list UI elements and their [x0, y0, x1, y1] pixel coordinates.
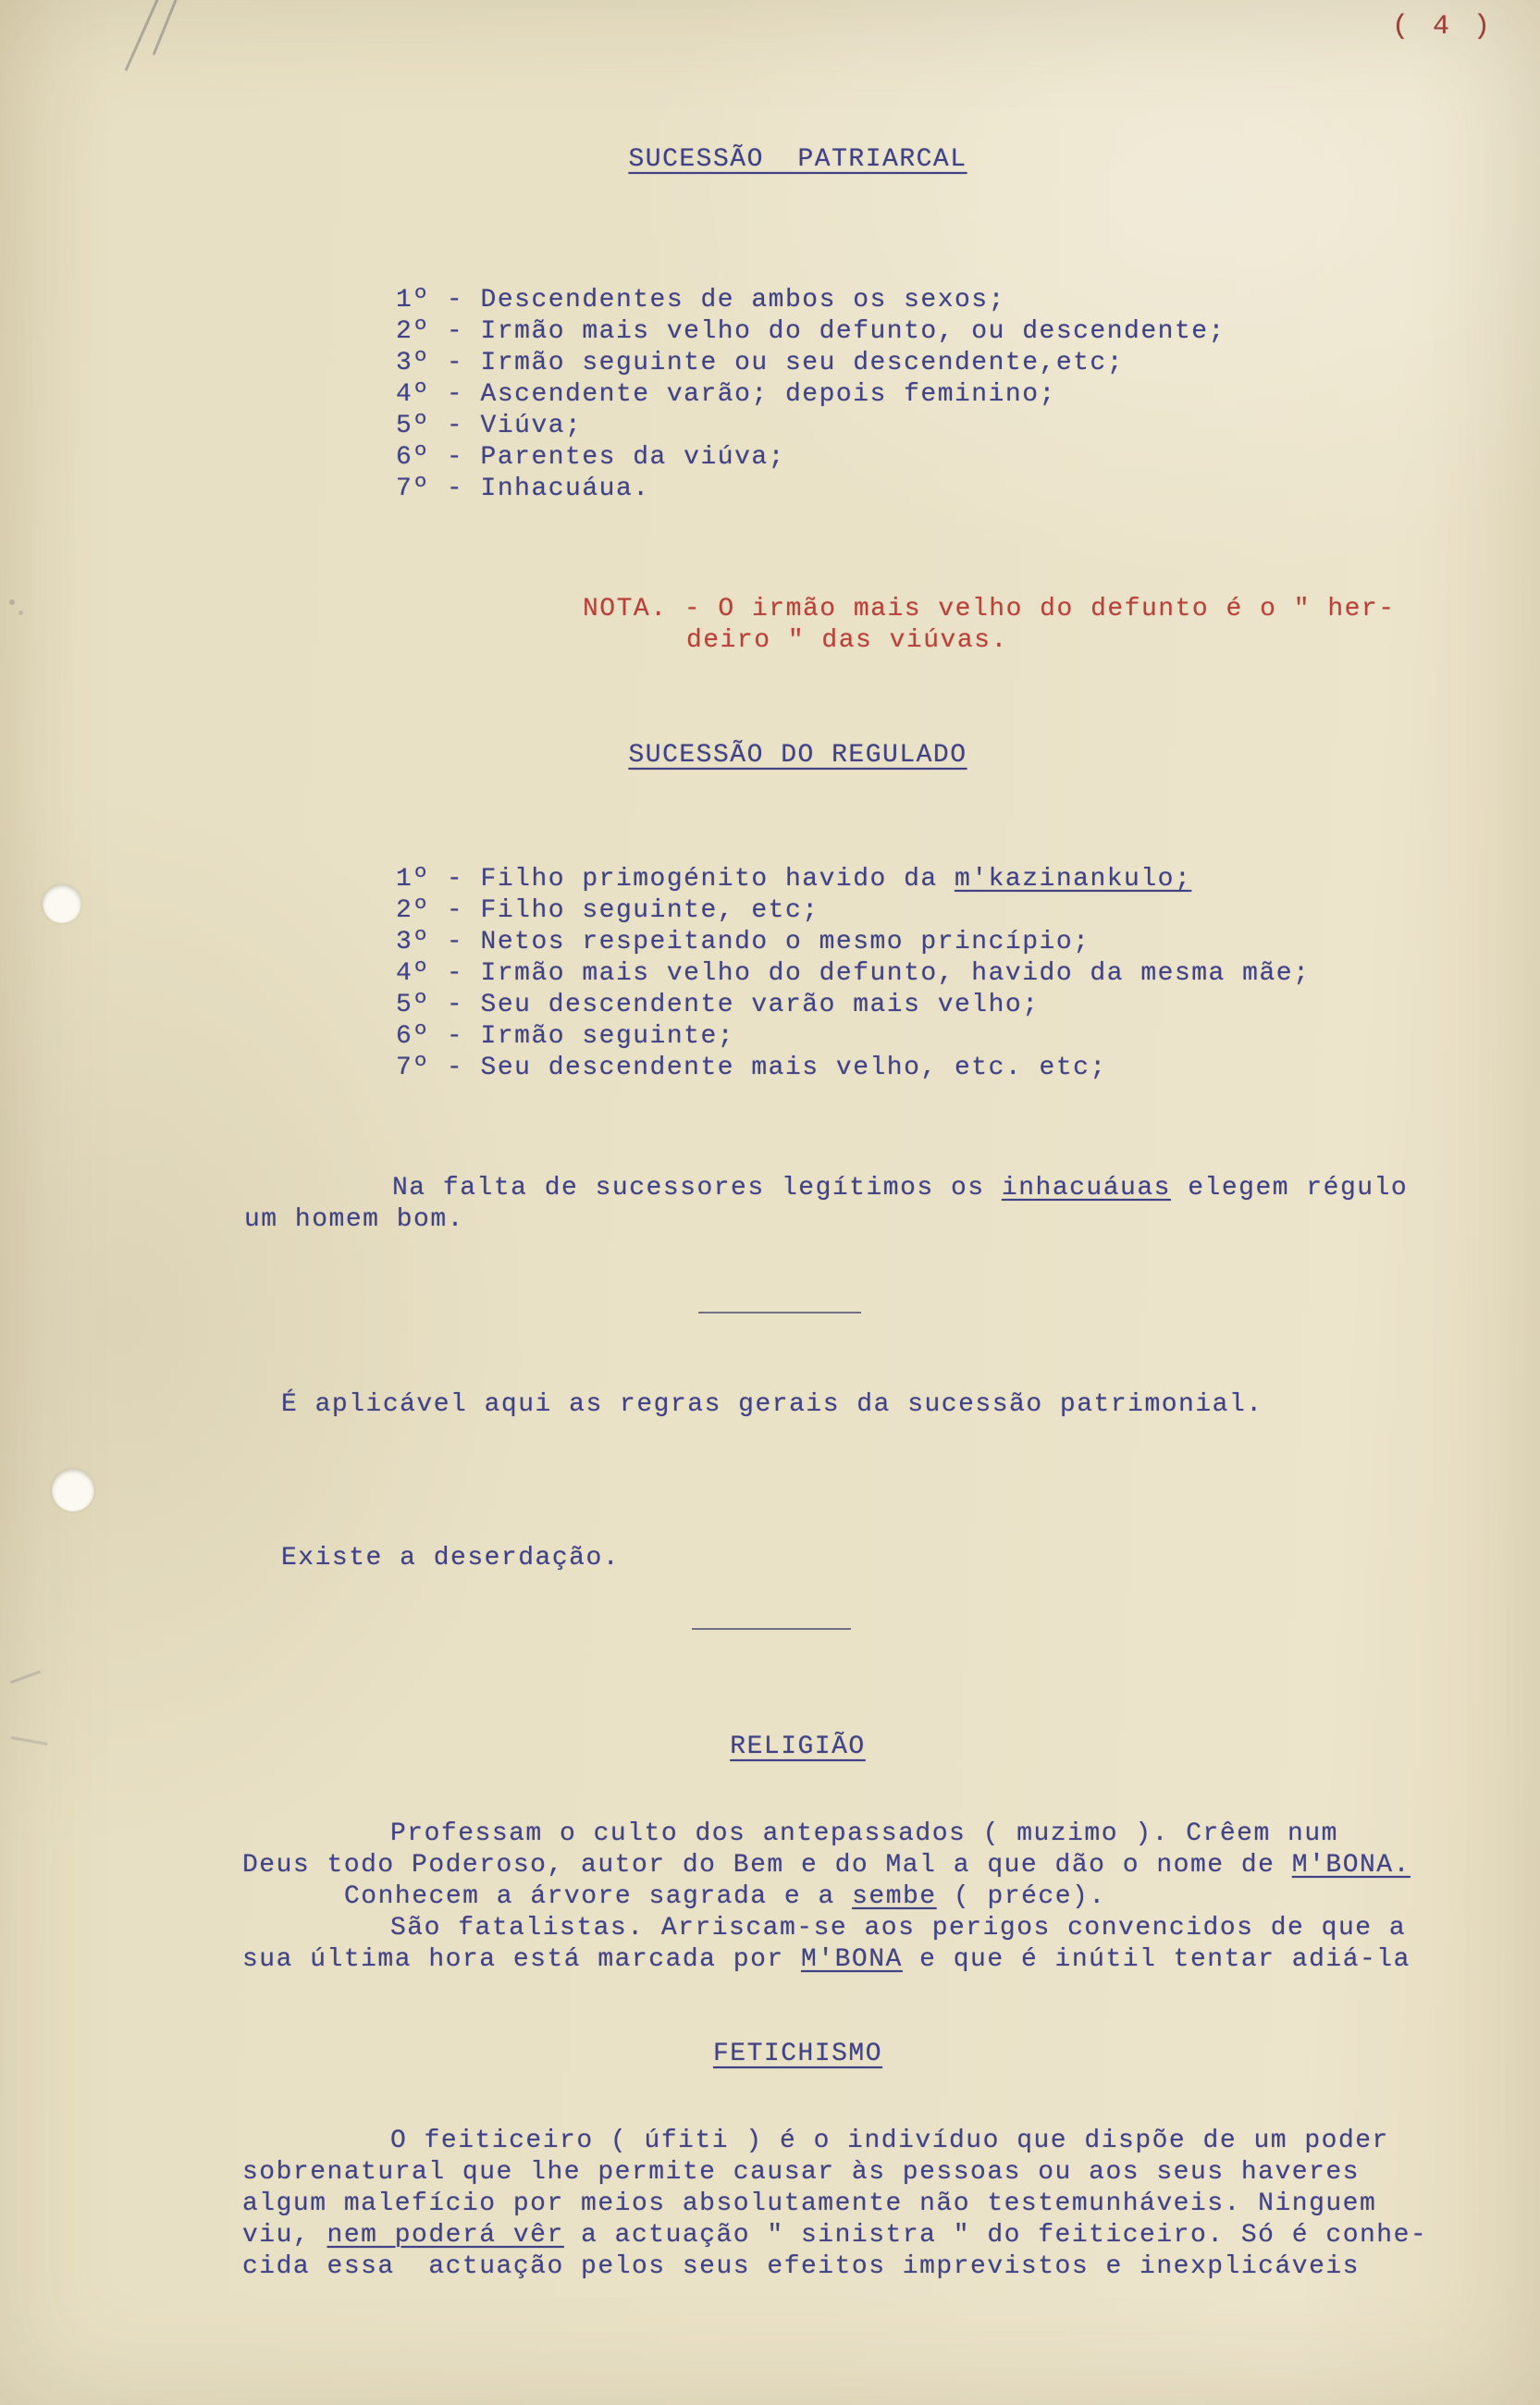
- ordinal: 2º: [396, 317, 430, 346]
- paragraph-line: São fatalistas. Arriscam-se aos perigos convencidos de que a: [390, 1914, 1407, 1942]
- paragraph-line: um homem bom.: [244, 1205, 464, 1234]
- term-mbona: M'BONA.: [1291, 1851, 1411, 1880]
- item-text: Irmão seguinte ou seu descendente,etc;: [480, 349, 1125, 377]
- item-text: Irmão mais velho do defunto, ou descendente;: [480, 317, 1226, 346]
- disinheritance-note: Existe a deserdação.: [281, 1544, 621, 1572]
- ordinal: 4º: [396, 380, 430, 409]
- ordinal: 6º: [396, 1022, 430, 1051]
- ordinal: 7º: [396, 475, 430, 503]
- dash: -: [429, 286, 481, 314]
- ordinal: 1º: [396, 286, 430, 314]
- succession-patriarchal-list: [396, 285, 1226, 505]
- ordinal: 4º: [396, 959, 430, 988]
- ordinal: 2º: [396, 896, 430, 925]
- nota-line: [583, 625, 1396, 657]
- paragraph-line: Professam o culto dos antepassados ( muzimo ). Crêem num: [390, 1819, 1338, 1848]
- paragraph-line: Na falta de sucessores legítimos os inhacuáuas elegem régulo: [392, 1174, 1409, 1202]
- paragraph-line: sobrenatural que lhe permite causar às pessoas ou aos seus haveres: [242, 2158, 1360, 2187]
- nota-text: deiro " das viúvas.: [686, 626, 1008, 655]
- dash: -: [429, 317, 481, 346]
- dash: -: [429, 475, 481, 503]
- section-title-text: SUCESSÃO PATRIARCAL: [628, 145, 967, 174]
- list-item: [396, 411, 1226, 442]
- nota-line: [583, 594, 1396, 625]
- fetishism-paragraph: [242, 2126, 1427, 2283]
- emphasized-phrase: nem poderá vêr: [326, 2221, 564, 2250]
- paragraph-line: viu, nem poderá vêr a actuação " sinistra " do feiticeiro. Só é conhe-: [242, 2221, 1428, 2250]
- item-text: Irmão mais velho do defunto, havido da mesma mãe;: [480, 959, 1311, 988]
- item-text: Viúva;: [480, 412, 583, 440]
- item-text: Irmão seguinte;: [480, 1022, 735, 1051]
- item-text: Netos respeitando o mesmo princípio;: [480, 928, 1090, 956]
- ordinal: 5º: [396, 412, 430, 440]
- religion-paragraph: [242, 1819, 1411, 1976]
- dash: -: [429, 991, 481, 1019]
- list-item: [396, 442, 1226, 474]
- ordinal: 1º: [396, 865, 430, 894]
- nota-label: NOTA.: [583, 595, 668, 623]
- section-title-text: SUCESSÃO DO REGULADO: [628, 741, 967, 770]
- divider-line: [698, 1312, 861, 1314]
- list-item: [396, 316, 1226, 348]
- list-item: [396, 285, 1226, 316]
- paragraph-line: algum malefício por meios absolutamente não testemunháveis. Ninguem: [242, 2189, 1377, 2218]
- pencil-mark: [9, 599, 15, 605]
- item-text-underlined: m'kazinankulo;: [955, 865, 1192, 894]
- list-item: [396, 927, 1310, 958]
- ordinal: 3º: [396, 928, 430, 956]
- hole-punch: [43, 884, 81, 923]
- item-text: Parentes da viúva;: [480, 443, 785, 472]
- list-item: [396, 990, 1310, 1021]
- list-item: [396, 895, 1310, 927]
- item-text: Inhacuáua.: [480, 475, 650, 503]
- dash: -: [429, 412, 481, 440]
- nota-block: [583, 594, 1396, 657]
- section-title-sucessao-do-regulado: [0, 740, 1540, 771]
- paragraph-line: Deus todo Poderoso, autor do Bem e do Mal a que dão o nome de M'BONA.: [242, 1851, 1411, 1880]
- pencil-mark: [10, 1671, 41, 1684]
- divider-line: [692, 1628, 851, 1630]
- list-item: [396, 474, 1226, 505]
- ordinal: 3º: [396, 349, 430, 377]
- dash: -: [429, 443, 481, 472]
- election-paragraph: [244, 1173, 1408, 1236]
- ordinal: 6º: [396, 443, 430, 472]
- dash: -: [429, 1022, 481, 1051]
- item-text: Seu descendente varão mais velho;: [480, 991, 1040, 1019]
- section-title-sucessao-patriarcal: [0, 144, 1540, 176]
- list-item: [396, 958, 1310, 990]
- pencil-mark: [125, 0, 160, 71]
- pencil-mark: [18, 610, 23, 615]
- paragraph-line: cida essa actuação pelos seus efeitos imprevistos e inexplicáveis: [242, 2252, 1360, 2281]
- ordinal: 5º: [396, 991, 430, 1019]
- item-text: Descendentes de ambos os sexos;: [480, 286, 1005, 314]
- dash: -: [429, 959, 481, 988]
- paragraph-line: sua última hora está marcada por M'BONA e que é inútil tentar adiá-la: [242, 1945, 1411, 1974]
- list-item: [396, 379, 1226, 411]
- ordinal: 7º: [396, 1054, 430, 1082]
- succession-regulado-list: [396, 864, 1310, 1084]
- patrimonial-note: É aplicável aqui as regras gerais da sucessão patrimonial.: [281, 1390, 1263, 1419]
- dash: -: [429, 1054, 481, 1082]
- list-item: [396, 1021, 1310, 1053]
- dash: -: [429, 896, 481, 925]
- term-mbona: M'BONA: [801, 1945, 903, 1974]
- term-sembe: sembe: [852, 1882, 937, 1911]
- section-title-religiao: [0, 1732, 1540, 1763]
- dash: -: [429, 865, 481, 894]
- section-title-text: FETICHISMO: [712, 2040, 883, 2068]
- item-text: Seu descendente mais velho, etc. etc;: [480, 1054, 1107, 1082]
- dash: -: [429, 928, 481, 956]
- nota-text: - O irmão mais velho do defunto é o " her-: [667, 595, 1396, 623]
- hole-punch: [52, 1469, 94, 1511]
- dash: -: [429, 349, 481, 377]
- term-inhacuauas: inhacuáuas: [1001, 1174, 1171, 1202]
- item-text: Filho seguinte, etc;: [480, 896, 819, 925]
- item-text: Filho primogénito havido da: [480, 865, 955, 894]
- list-item: [396, 1053, 1310, 1084]
- list-item: [396, 864, 1310, 895]
- pencil-mark: [153, 0, 180, 56]
- section-title-text: RELIGIÃO: [730, 1733, 866, 1761]
- paragraph-line: Conhecem a árvore sagrada e a sembe ( préce).: [344, 1882, 1106, 1911]
- page-number: ( 4 ): [1392, 11, 1495, 43]
- paragraph-line: O feiticeiro ( úfiti ) é o indivíduo que dispõe de um poder: [390, 2127, 1389, 2155]
- dash: -: [429, 380, 481, 409]
- section-title-fetichismo: [0, 2039, 1540, 2070]
- item-text: Ascendente varão; depois feminino;: [480, 380, 1056, 409]
- list-item: [396, 348, 1226, 379]
